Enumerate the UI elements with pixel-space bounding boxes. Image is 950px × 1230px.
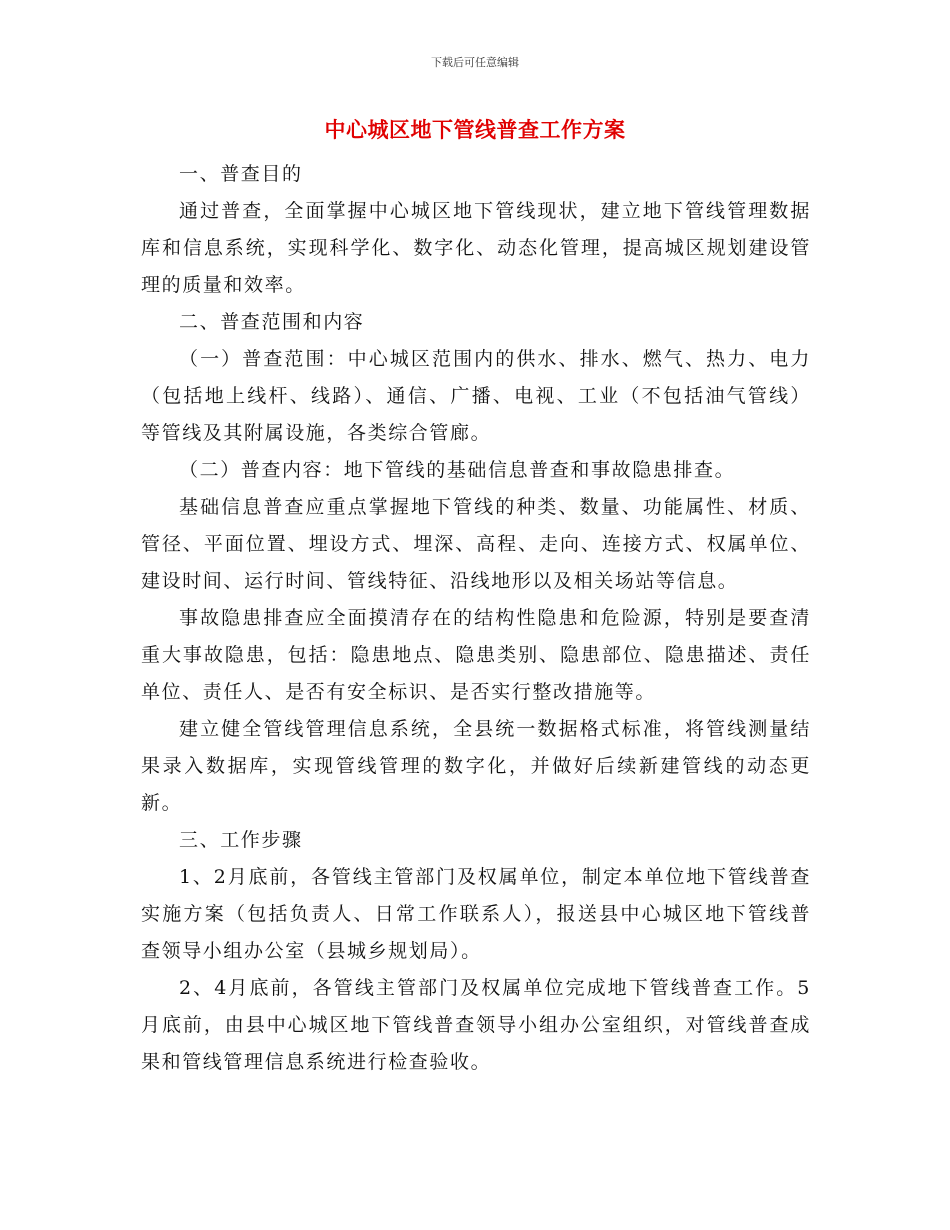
paragraph-basic-info: 基础信息普查应重点掌握地下管线的种类、数量、功能属性、材质、管径、平面位置、埋设方式、埋深、高程、走向、连接方式、权属单位、建设时间、运行时间、管线特征、沿线地形以及相关场站等信息。	[141, 496, 811, 592]
header-note: 下载后可任意编辑	[431, 56, 519, 69]
paragraph-hazard-check: 事故隐患排查应全面摸清存在的结构性隐患和危险源，特别是要查清重大事故隐患，包括：隐患地点、隐患类别、隐患部位、隐患描述、责任单位、责任人、是否有安全标识、是否实行整改措施等。	[141, 607, 811, 703]
paragraph-info-system: 建立健全管线管理信息系统，全县统一数据格式标准，将管线测量结果录入数据库，实现管线管理的数字化，并做好后续新建管线的动态更新。	[141, 718, 811, 814]
section-heading-scope: 二、普查范围和内容	[179, 311, 365, 333]
document-title: 中心城区地下管线普查工作方案	[324, 118, 626, 142]
paragraph-step-1: 1、2月底前，各管线主管部门及权属单位，制定本单位地下管线普查实施方案（包括负责人、日常工作联系人），报送县中心城区地下管线普查领导小组办公室（县城乡规划局）。	[141, 866, 811, 962]
paragraph-step-2: 2、4月底前，各管线主管部门及权属单位完成地下管线普查工作。5月底前，由县中心城区地下管线普查领导小组办公室组织，对管线普查成果和管线管理信息系统进行检查验收。	[141, 977, 811, 1073]
section-heading-purpose: 一、普查目的	[179, 163, 303, 185]
paragraph-purpose: 通过普查，全面掌握中心城区地下管线现状，建立地下管线管理数据库和信息系统，实现科学化、数字化、动态化管理，提高城区规划建设管理的质量和效率。	[141, 200, 811, 296]
paragraph-scope-content: （二）普查内容：地下管线的基础信息普查和事故隐患排查。	[179, 459, 736, 481]
section-heading-steps: 三、工作步骤	[179, 829, 303, 851]
paragraph-scope-range: （一）普查范围：中心城区范围内的供水、排水、燃气、热力、电力（包括地上线杆、线路）、通信、广播、电视、工业（不包括油气管线）等管线及其附属设施，各类综合管廊。	[141, 348, 811, 444]
document-body	[141, 156, 811, 1081]
